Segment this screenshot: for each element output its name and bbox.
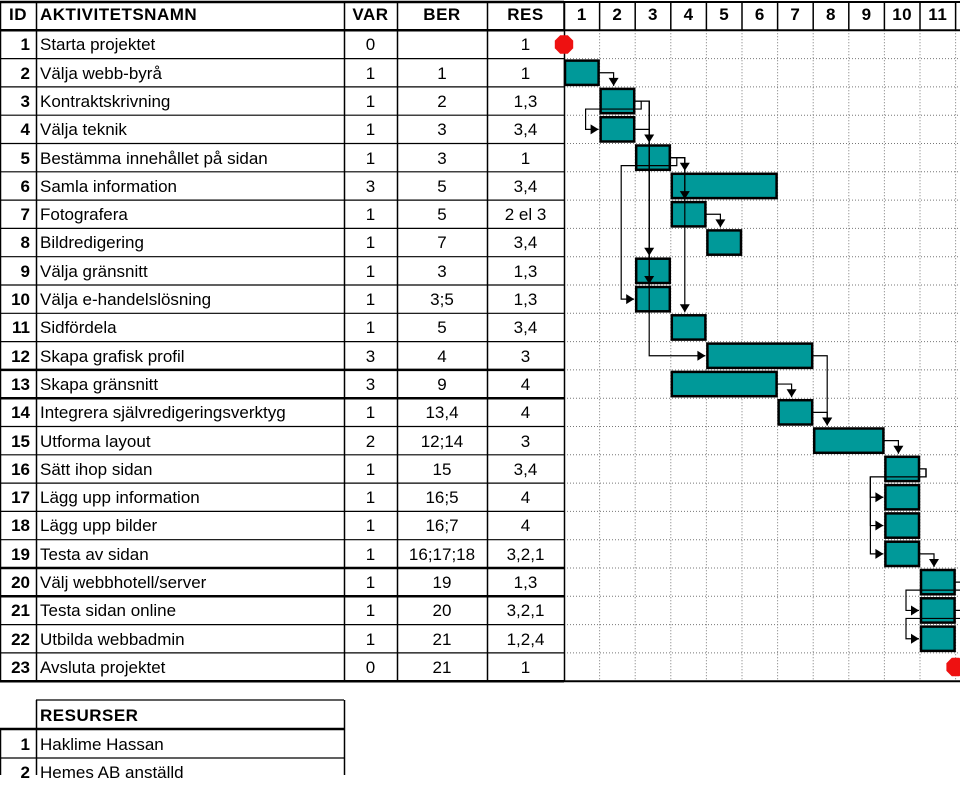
task-ber: 21 — [432, 629, 452, 649]
task-name: Välj webbhotell/server — [40, 573, 207, 592]
task-name: Avsluta projektet — [40, 657, 166, 677]
task-id: 18 — [11, 516, 30, 536]
dependency-arrowhead — [875, 492, 883, 502]
task-bar — [707, 230, 741, 254]
task-res: 3,4 — [513, 318, 538, 338]
period-header: 11 — [928, 5, 948, 24]
task-ber: 16;7 — [425, 516, 459, 536]
task-ber: 3;5 — [430, 290, 454, 309]
task-var: 1 — [365, 488, 376, 508]
task-bar — [885, 485, 919, 509]
task-id: 3 — [20, 91, 30, 111]
task-bar — [779, 400, 813, 424]
task-res: 3,2,1 — [506, 601, 545, 621]
dependency-arrowhead — [715, 219, 725, 227]
task-bar — [885, 542, 919, 566]
task-ber: 19 — [432, 573, 452, 592]
task-var: 0 — [365, 35, 376, 55]
task-var: 1 — [365, 516, 376, 536]
dependency-arrowhead — [875, 549, 883, 559]
task-name: Lägg upp information — [40, 488, 200, 508]
dependency-arrowhead — [911, 634, 919, 644]
task-id: 14 — [11, 403, 30, 423]
task-name: Skapa gränsnitt — [40, 374, 159, 394]
task-ber: 3 — [437, 261, 447, 281]
task-name: Samla information — [40, 176, 178, 196]
task-name: Bestämma innehållet på sidan — [40, 148, 268, 168]
task-var: 1 — [365, 205, 376, 225]
dependency-arrowhead — [911, 605, 919, 615]
task-res: 1,3 — [513, 91, 538, 111]
resources-title: RESURSER — [40, 706, 139, 725]
task-id: 22 — [11, 629, 30, 649]
task-var: 1 — [365, 233, 376, 253]
task-id: 13 — [11, 374, 30, 394]
task-res: 2 el 3 — [504, 205, 547, 225]
task-res: 1 — [520, 35, 531, 55]
task-ber: 16;5 — [425, 488, 459, 508]
task-var: 0 — [365, 657, 376, 677]
task-name: Utforma layout — [40, 431, 151, 451]
header-var: VAR — [352, 5, 389, 24]
task-ber: 4 — [437, 346, 447, 366]
period-header: 1 — [576, 5, 587, 24]
period-header: 9 — [861, 5, 872, 24]
task-ber: 13,4 — [425, 403, 459, 423]
task-id: 4 — [20, 120, 30, 140]
task-id: 7 — [20, 205, 30, 225]
dependency-line — [956, 610, 960, 651]
task-var: 1 — [365, 63, 376, 83]
task-ber: 15 — [432, 459, 452, 479]
period-header: 3 — [648, 5, 658, 24]
task-name: Välja teknik — [40, 120, 127, 140]
task-name: Testa sidan online — [40, 601, 177, 621]
task-var: 1 — [365, 318, 376, 338]
task-name: Skapa grafisk profil — [40, 346, 185, 366]
dependency-arrowhead — [609, 78, 619, 86]
task-id: 6 — [20, 176, 30, 196]
task-bar — [885, 513, 919, 537]
task-name: Bildredigering — [40, 233, 144, 253]
resource-name: Hemes AB anställd — [40, 763, 184, 782]
task-var: 1 — [365, 148, 376, 168]
task-id: 11 — [12, 318, 30, 338]
task-var: 1 — [365, 629, 376, 649]
dependency-arrowhead — [875, 521, 883, 531]
task-ber: 21 — [432, 657, 452, 677]
dependency-line — [635, 101, 649, 256]
task-ber: 3 — [437, 120, 447, 140]
task-ber: 5 — [437, 176, 447, 196]
task-name: Sidfördela — [40, 318, 117, 338]
task-res: 4 — [520, 488, 531, 508]
task-name: Välja e-handelslösning — [40, 290, 212, 309]
resource-name: Haklime Hassan — [40, 735, 164, 754]
period-header: 10 — [892, 5, 913, 24]
task-bar — [636, 287, 670, 311]
task-ber: 5 — [437, 318, 447, 338]
task-name: Välja webb-byrå — [40, 63, 162, 83]
task-name: Fotografera — [40, 205, 128, 225]
task-bar — [814, 429, 883, 453]
dependency-arrowhead — [680, 304, 690, 312]
task-var: 1 — [365, 573, 376, 592]
period-header: 6 — [754, 5, 765, 24]
task-bar — [601, 117, 635, 141]
task-name: Kontraktskrivning — [40, 91, 171, 111]
task-ber: 9 — [437, 374, 447, 394]
task-id: 20 — [11, 573, 30, 592]
header-activity-name: AKTIVITETSNAMN — [40, 5, 198, 24]
task-ber: 20 — [432, 601, 452, 621]
resource-id: 2 — [20, 763, 30, 782]
task-id: 10 — [11, 290, 30, 309]
task-res: 3 — [520, 431, 531, 451]
task-var: 1 — [365, 120, 376, 140]
task-id: 17 — [11, 488, 30, 508]
task-bar — [565, 61, 599, 85]
task-ber: 16;17;18 — [408, 544, 476, 564]
dependency-arrowhead — [822, 418, 832, 426]
dependency-arrowhead — [626, 294, 634, 304]
task-var: 1 — [365, 403, 376, 423]
task-name: Starta projektet — [40, 35, 156, 55]
dependency-arrowhead — [591, 124, 599, 134]
period-header: 5 — [719, 5, 730, 24]
task-id: 2 — [20, 63, 30, 83]
task-bar — [921, 627, 955, 651]
task-id: 23 — [11, 657, 30, 677]
task-id: 12 — [11, 346, 30, 366]
task-res: 3,4 — [513, 233, 538, 253]
task-id: 16 — [11, 459, 30, 479]
dependency-arrowhead — [929, 559, 939, 567]
task-var: 1 — [365, 544, 376, 564]
task-bar — [672, 202, 706, 226]
resource-id: 1 — [20, 735, 30, 754]
task-name: Integrera självredigeringsverktyg — [40, 403, 286, 423]
task-id: 21 — [11, 601, 30, 621]
task-var: 3 — [365, 346, 376, 366]
milestone-marker — [946, 658, 960, 677]
dependency-line — [813, 356, 827, 426]
task-res: 3,4 — [513, 459, 538, 479]
task-res: 3 — [520, 346, 531, 366]
task-var: 1 — [365, 290, 376, 309]
task-var: 1 — [365, 91, 376, 111]
milestone-marker — [555, 35, 573, 54]
task-ber: 5 — [437, 205, 447, 225]
task-res: 4 — [520, 374, 531, 394]
period-header: 2 — [612, 5, 623, 24]
task-id: 15 — [11, 431, 30, 451]
period-header: 8 — [826, 5, 836, 24]
task-res: 3,4 — [513, 120, 538, 140]
task-bar — [707, 344, 812, 368]
task-res: 1,3 — [513, 261, 538, 281]
task-res: 1,3 — [513, 290, 538, 309]
task-res: 1 — [520, 63, 531, 83]
task-name: Utbilda webbadmin — [40, 629, 185, 649]
task-ber: 1 — [437, 63, 447, 83]
task-bar — [672, 315, 706, 339]
task-name: Sätt ihop sidan — [40, 459, 153, 479]
task-res: 1 — [520, 657, 531, 677]
task-id: 1 — [20, 35, 30, 55]
dependency-arrowhead — [787, 389, 797, 397]
dependency-arrowhead — [893, 446, 903, 454]
task-id: 19 — [11, 544, 30, 564]
task-ber: 2 — [437, 91, 447, 111]
task-res: 4 — [520, 516, 531, 536]
task-res: 4 — [520, 403, 531, 423]
header-id: ID — [9, 5, 27, 24]
task-bar — [636, 259, 670, 283]
task-id: 5 — [20, 148, 30, 168]
task-id: 8 — [20, 233, 30, 253]
task-ber: 12;14 — [420, 431, 464, 451]
period-header: 7 — [790, 5, 801, 24]
task-res: 1,3 — [513, 573, 538, 592]
task-bar — [672, 372, 777, 396]
task-id: 9 — [20, 261, 30, 281]
header-res: RES — [507, 5, 544, 24]
task-res: 1 — [520, 148, 531, 168]
task-res: 1,2,4 — [506, 629, 545, 649]
task-name: Testa av sidan — [40, 544, 149, 564]
task-name: Lägg upp bilder — [40, 516, 158, 536]
period-header: 4 — [683, 5, 694, 24]
task-res: 3,4 — [513, 176, 538, 196]
task-res: 3,2,1 — [506, 544, 545, 564]
task-var: 1 — [365, 459, 376, 479]
header-ber: BER — [423, 5, 461, 24]
task-var: 2 — [365, 431, 376, 451]
task-var: 1 — [365, 601, 376, 621]
task-var: 3 — [365, 374, 376, 394]
task-var: 3 — [365, 176, 376, 196]
task-name: Välja gränsnitt — [40, 261, 148, 281]
task-ber: 3 — [437, 148, 447, 168]
task-var: 1 — [365, 261, 376, 281]
dependency-arrowhead — [697, 351, 705, 361]
task-ber: 7 — [437, 233, 447, 253]
